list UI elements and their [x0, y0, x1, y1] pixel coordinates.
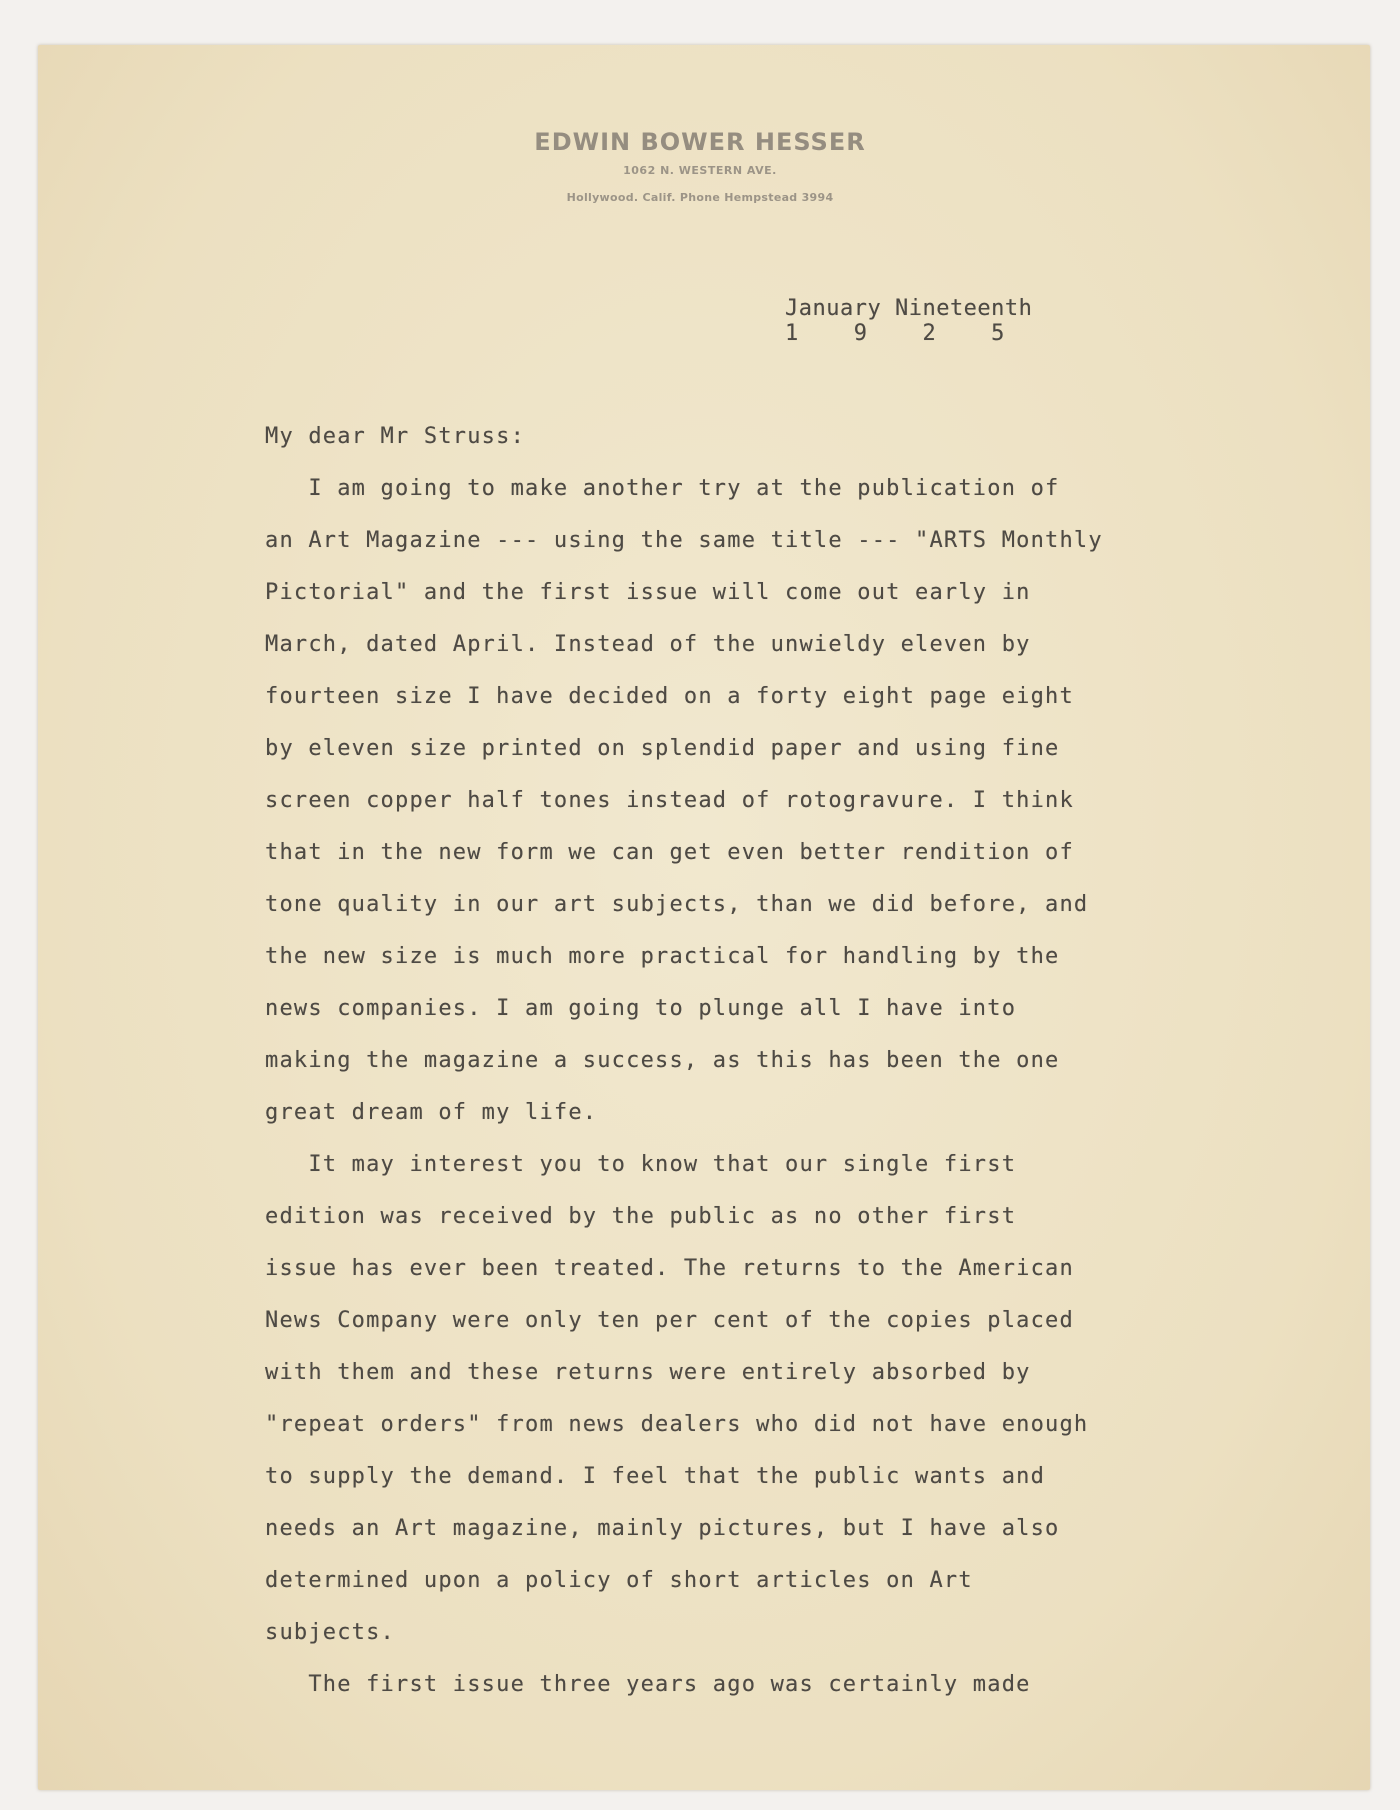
body-line: determined upon a policy of short articles on Art: [265, 1568, 973, 1593]
body-line: making the magazine a success, as this has been the one: [265, 1048, 1060, 1073]
body-line: It may interest you to know that our single first: [265, 1152, 1017, 1177]
salutation: My dear Mr Struss:: [265, 424, 526, 449]
body-line: great dream of my life.: [265, 1100, 598, 1125]
body-line: edition was received by the public as no other first: [265, 1204, 1017, 1229]
body-line: The first issue three years ago was certainly made: [265, 1672, 1031, 1697]
letterhead-city-phone: Hollywood. Calif. Phone Hempstead 3994: [566, 191, 834, 204]
body-line: "repeat orders" from news dealers who did not have enough: [265, 1412, 1089, 1437]
body-line: March, dated April. Instead of the unwieldy eleven by: [265, 632, 1031, 657]
body-line: News Company were only ten per cent of the copies placed: [265, 1308, 1074, 1333]
body-line: screen copper half tones instead of rotogravure. I think: [265, 788, 1074, 813]
body-line: by eleven size printed on splendid paper and using fine: [265, 736, 1060, 761]
letterhead-address: 1062 N. WESTERN AVE.: [623, 164, 777, 177]
date-line-1: January Nineteenth: [785, 296, 1033, 321]
body-line: needs an Art magazine, mainly pictures, but I have also: [265, 1516, 1060, 1541]
body-line: fourteen size I have decided on a forty eight page eight: [265, 684, 1074, 709]
body-line: an Art Magazine --- using the same title --- "ARTS Monthly: [265, 528, 1103, 553]
body-line: news companies. I am going to plunge all I have into: [265, 996, 1017, 1021]
letterhead-name: EDWIN BOWER HESSER: [534, 128, 866, 156]
body-line: with them and these returns were entirely absorbed by: [265, 1360, 1031, 1385]
body-line: to supply the demand. I feel that the public wants and: [265, 1464, 1046, 1489]
body-line: subjects.: [265, 1620, 396, 1645]
body-line: the new size is much more practical for handling by the: [265, 944, 1060, 969]
body-line: tone quality in our art subjects, than we did before, and: [265, 892, 1089, 917]
body-line: that in the new form we can get even better rendition of: [265, 840, 1074, 865]
body-line: issue has ever been treated. The returns to the American: [265, 1256, 1074, 1281]
date-line-2: 1 9 2 5: [785, 321, 1005, 346]
body-line: Pictorial" and the first issue will come out early in: [265, 580, 1031, 605]
body-line: I am going to make another try at the publication of: [265, 476, 1060, 501]
